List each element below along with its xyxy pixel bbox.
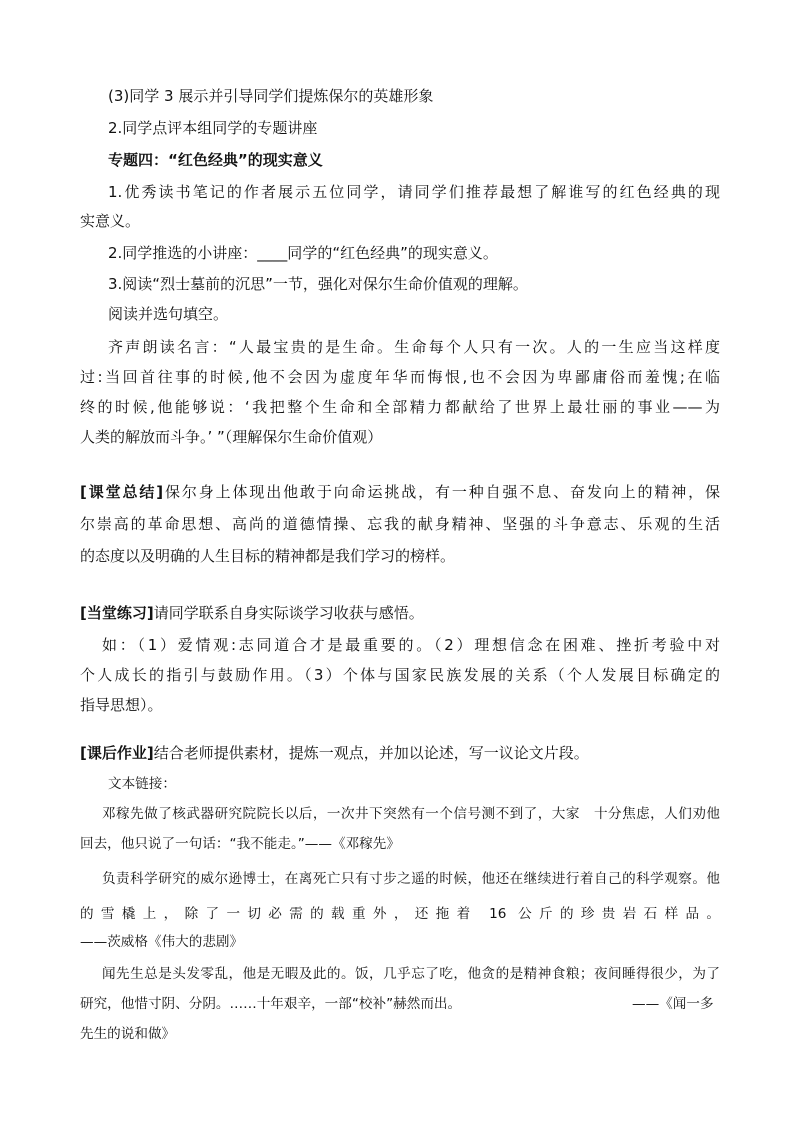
wen-yiduo-source-start: ——《闻一多 <box>632 996 714 1012</box>
practice-example-line-3: 指导思想）。 <box>80 696 163 714</box>
homework-line <box>80 742 589 764</box>
class-summary-text: 保尔身上体现出他敢于向命运挑战，有一种自强不息、奋发向上的精神，保 <box>163 483 720 501</box>
wen-yiduo-source-end: 先生的说和做》 <box>80 1026 176 1042</box>
wen-yiduo-line-1: 闻先生总是头发零乱，他是无暇及此的。饭，几乎忘了吃，他贪的是精神食粮；夜间睡得很少，为了 <box>102 966 720 982</box>
quote-line-3: 终的时候,他能够说：‘我把整个生命和全部精力都献给了世界上最壮丽的事业——为 <box>80 398 720 416</box>
wilson-source: ——茨威格《伟大的悲剧》 <box>80 934 244 950</box>
wilson-line-1: 负责科学研究的威尔逊博士，在离死亡只有寸步之遥的时候，他还在继续进行着自己的科学观察。他 <box>102 871 720 887</box>
topic-four-heading: 专题四：“红色经典”的现实意义 <box>108 151 323 169</box>
quote-line-2: 过:当回首往事的时候,他不会因为虚度年华而悔恨,也不会因为卑鄙庸俗而羞愧;在临 <box>80 368 720 386</box>
in-class-practice-text: 请同学联系自身实际谈学习收获与感悟。 <box>153 604 424 622</box>
lesson-step-3: (3)同学 3 展示并引导同学们提炼保尔的英雄形象 <box>108 87 434 105</box>
deng-jiaxian-line-2: 回去，他只说了一句话：“我不能走。”——《邓稼先》 <box>80 836 400 852</box>
wilson-line-2: 的雪橇上，除了一切必需的载重外，还拖着 16 公斤的珍贵岩石样品。 <box>80 906 720 922</box>
class-summary-line-2: 尔崇高的革命思想、高尚的道德情操、忘我的献身精神、坚强的斗争意志、乐观的生活 <box>80 515 720 533</box>
in-class-practice-label: [当堂练习] <box>80 604 154 622</box>
reading-instruction: 阅读并选句填空。 <box>108 305 229 323</box>
text-link-heading: 文本链接： <box>108 776 176 792</box>
topic-four-item-3: 3.阅读“烈士墓前的沉思”一节，强化对保尔生命价值观的理解。 <box>108 275 528 293</box>
practice-example-line-2: 个人成长的指引与鼓励作用。（3）个体与国家民族发展的关系（个人发展目标确定的 <box>80 666 720 684</box>
quote-line-1: 齐声朗读名言：“人最宝贵的是生命。生命每个人只有一次。人的一生应当这样度 <box>108 338 720 356</box>
wen-yiduo-line-2: 研究，他惜寸阴、分阴。……十年艰辛，一部“校补”赫然而出。 <box>80 996 462 1012</box>
class-summary-line-1 <box>80 481 720 503</box>
practice-example-line-1: 如：（1）爱情观:志同道合才是最重要的。（2）理想信念在困难、挫折考验中对 <box>102 636 720 654</box>
deng-jiaxian-line-1: 邓稼先做了核武器研究院院长以后，一次井下突然有一个信号测不到了，大家 十分焦虑，人们劝他 <box>102 806 720 822</box>
topic-four-item-1: 1.优秀读书笔记的作者展示五位同学，请同学们推荐最想了解谁写的红色经典的现 <box>108 183 720 201</box>
lesson-step-peer-review: 2.同学点评本组同学的专题讲座 <box>108 119 318 137</box>
class-summary-label: [课堂总结] <box>80 483 164 501</box>
quote-line-4: 人类的解放而斗争。’ ”（理解保尔生命价值观） <box>80 428 383 446</box>
homework-label: [课后作业] <box>80 744 154 762</box>
in-class-practice-line <box>80 602 424 624</box>
topic-four-item-2: 2.同学推选的小讲座：____同学的“红色经典”的现实意义。 <box>108 244 498 262</box>
topic-four-item-1-cont: 实意义。 <box>80 212 141 230</box>
class-summary-line-3: 的态度以及明确的人生目标的精神都是我们学习的榜样。 <box>80 547 456 565</box>
homework-text: 结合老师提供素材，提炼一观点，并加以论述，写一议论文片段。 <box>153 744 589 762</box>
